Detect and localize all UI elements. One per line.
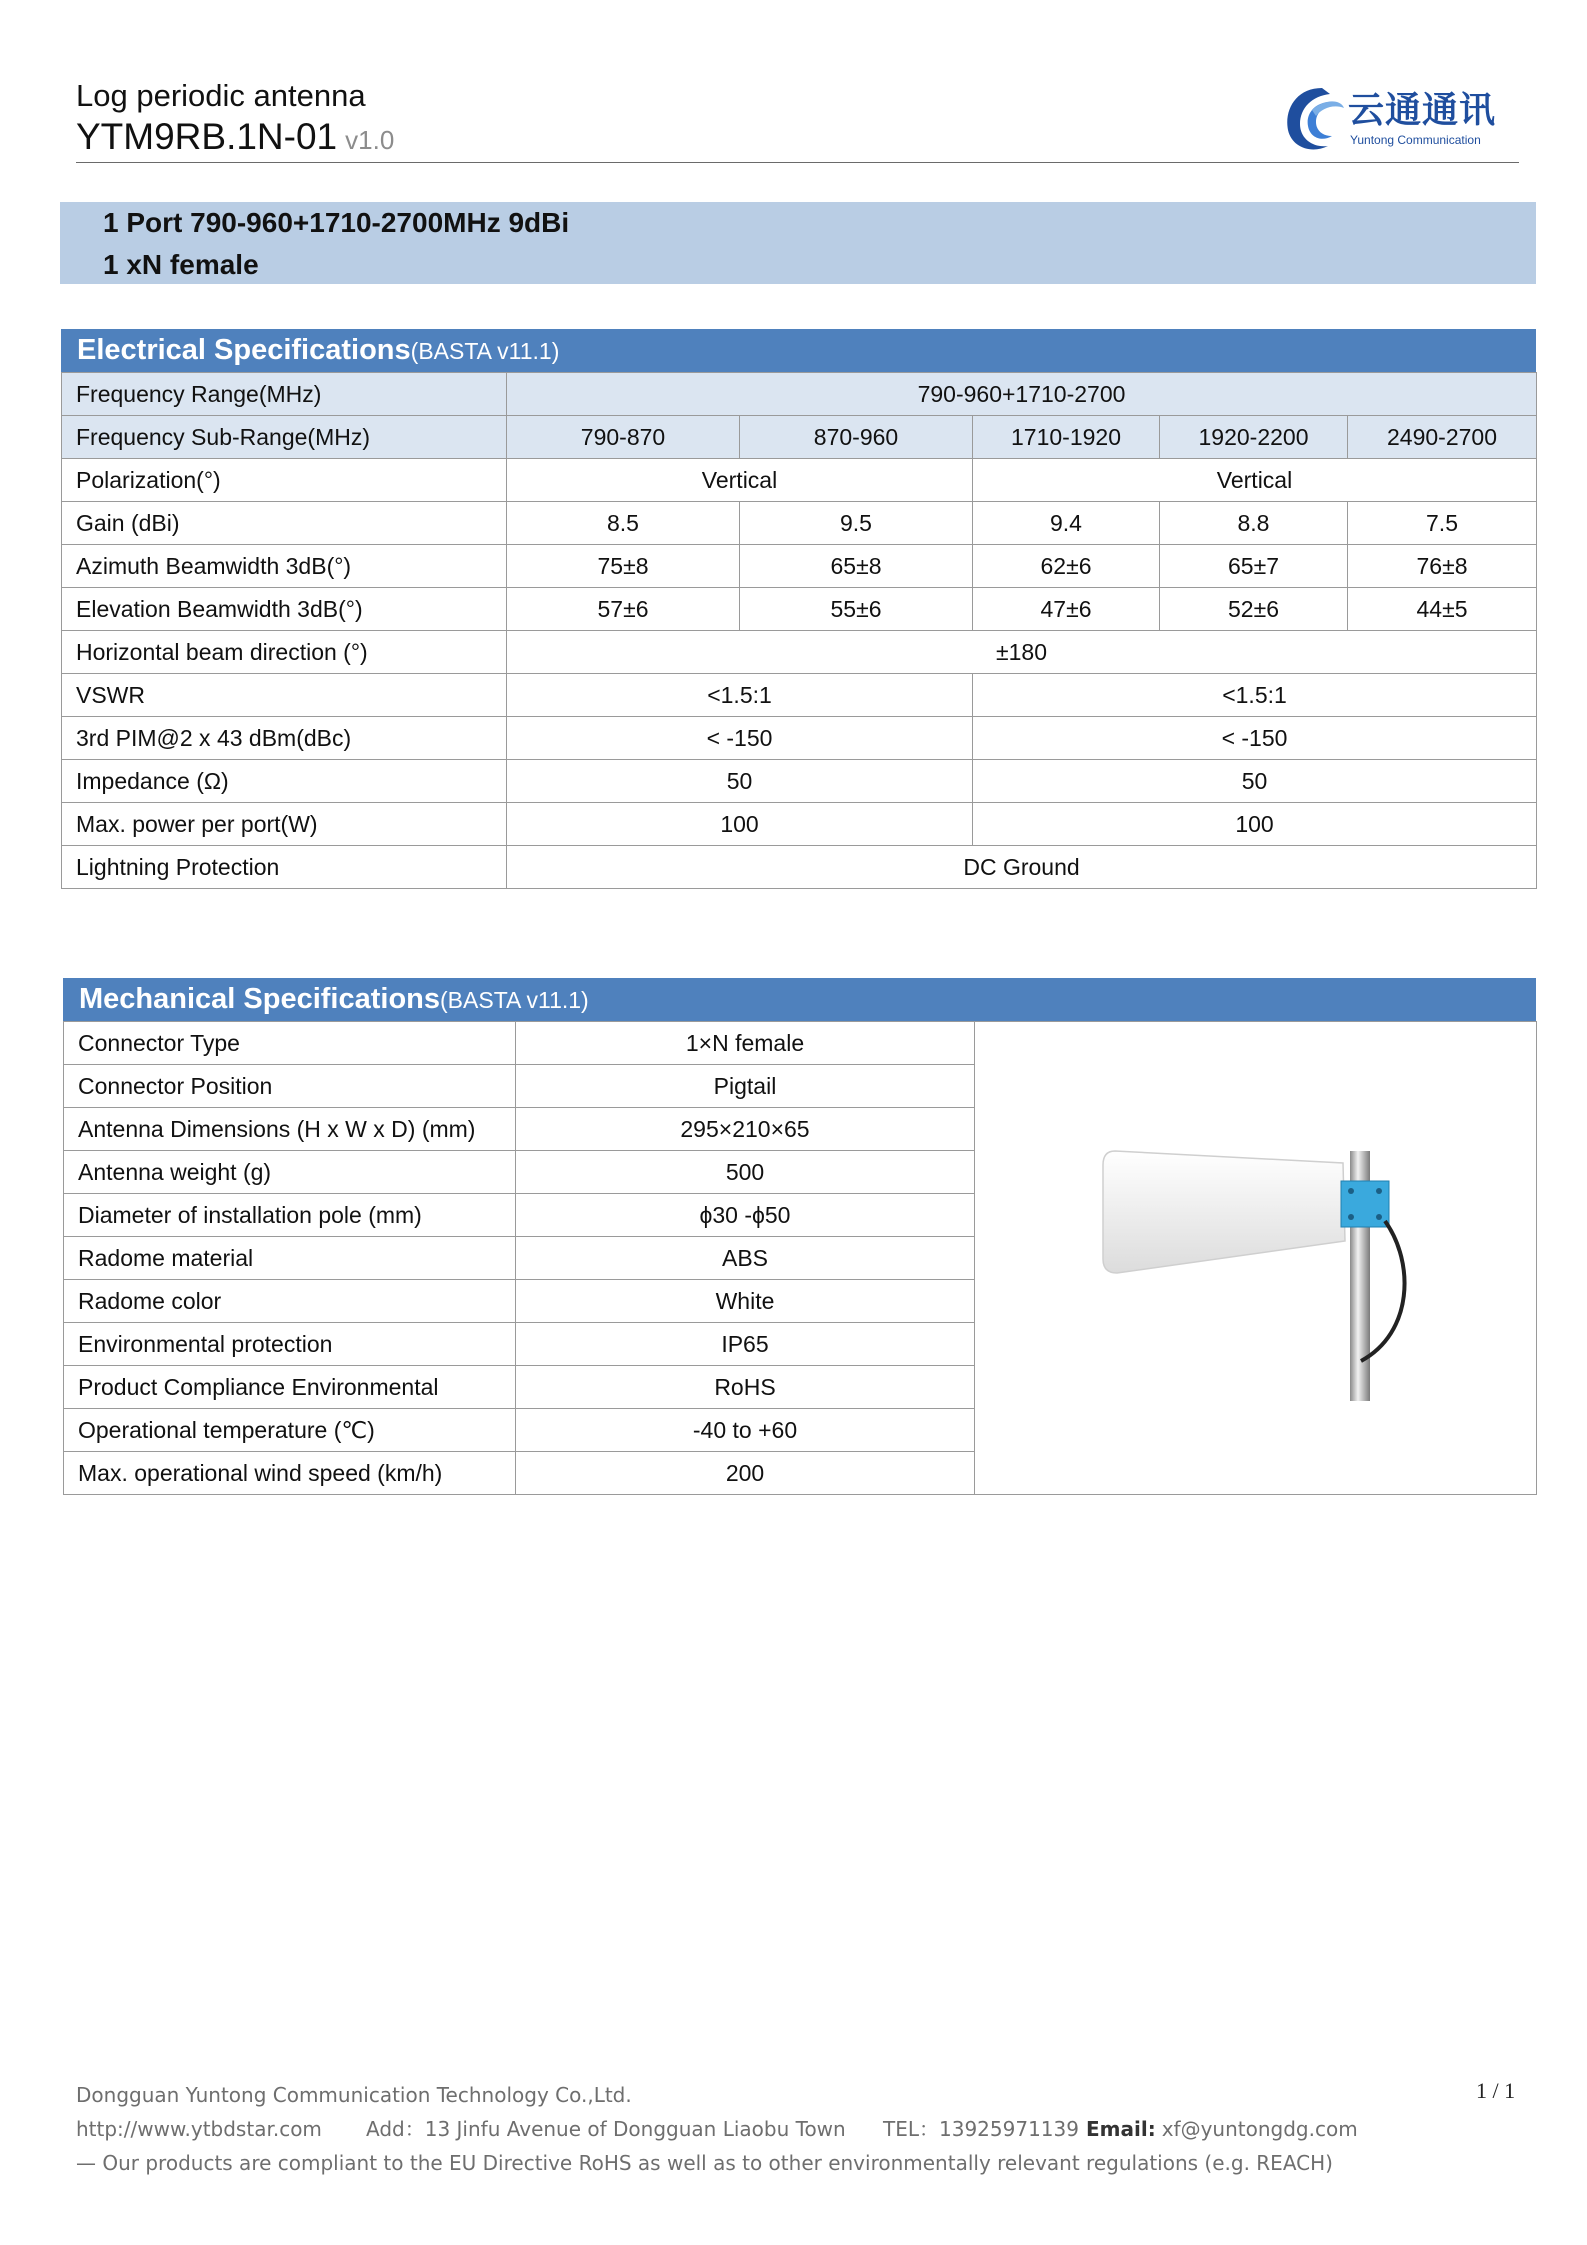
footer-tel: TEL：13925971139: [883, 2117, 1079, 2141]
document-subtitle: Log periodic antenna: [76, 78, 366, 113]
document-title: [76, 116, 394, 158]
spec-label: Radome material: [64, 1237, 516, 1280]
spec-label: Antenna weight (g): [64, 1151, 516, 1194]
spec-label: Antenna Dimensions (H x W x D) (mm): [64, 1108, 516, 1151]
spec-label: Lightning Protection: [62, 846, 507, 889]
company-logo: [1282, 80, 1522, 160]
spec-value: 100: [507, 803, 973, 846]
spec-value: White: [516, 1280, 975, 1323]
spec-value: 65±8: [740, 545, 973, 588]
spec-label: VSWR: [62, 674, 507, 717]
spec-label: Elevation Beamwidth 3dB(°): [62, 588, 507, 631]
table-row: [62, 631, 1537, 674]
table-row: [62, 416, 1537, 459]
spec-value: DC Ground: [507, 846, 1537, 889]
spec-label: 3rd PIM@2 x 43 dBm(dBc): [62, 717, 507, 760]
spec-value: 9.5: [740, 502, 973, 545]
spec-value: 50: [973, 760, 1537, 803]
table-row: [62, 717, 1537, 760]
footer-contact-row: [76, 2112, 1358, 2146]
spec-value: 57±6: [507, 588, 740, 631]
spec-value: ϕ30 -ϕ50: [516, 1194, 975, 1237]
spec-value: 500: [516, 1151, 975, 1194]
logo-chinese-name: 云通通讯: [1348, 90, 1497, 131]
logo-english-name: Yuntong Communication: [1350, 133, 1481, 147]
spec-label: Impedance (Ω): [62, 760, 507, 803]
spec-value: 55±6: [740, 588, 973, 631]
table-row: [62, 588, 1537, 631]
spec-label: Diameter of installation pole (mm): [64, 1194, 516, 1237]
footer-email[interactable]: xf@yuntongdg.com: [1161, 2117, 1358, 2141]
spec-value: 47±6: [973, 588, 1160, 631]
spec-value: Vertical: [973, 459, 1537, 502]
spec-label: Environmental protection: [64, 1323, 516, 1366]
spec-value: 1920-2200: [1160, 416, 1348, 459]
spec-value: 62±6: [973, 545, 1160, 588]
spec-value: 1710-1920: [973, 416, 1160, 459]
spec-value: 76±8: [1348, 545, 1537, 588]
spec-label: Radome color: [64, 1280, 516, 1323]
spec-value: <1.5:1: [973, 674, 1537, 717]
spec-label: Gain (dBi): [62, 502, 507, 545]
version-label: v1.0: [345, 125, 395, 155]
footer-email-label: Email:: [1086, 2117, 1156, 2141]
spec-value: 7.5: [1348, 502, 1537, 545]
table-row: [62, 459, 1537, 502]
spec-value: 8.5: [507, 502, 740, 545]
section-title-note: (BASTA v11.1): [410, 338, 560, 364]
page-footer: [76, 2078, 1358, 2180]
spec-value: 790-870: [507, 416, 740, 459]
electrical-specs-table: [61, 372, 1537, 889]
spec-label: Azimuth Beamwidth 3dB(°): [62, 545, 507, 588]
table-row: [62, 846, 1537, 889]
spec-label: Frequency Range(MHz): [62, 373, 507, 416]
spec-label: Connector Type: [64, 1022, 516, 1065]
header-divider: [76, 162, 1519, 163]
banner-line-1: 1 Port 790-960+1710-2700MHz 9dBi: [103, 207, 570, 238]
table-row: [62, 502, 1537, 545]
spec-value: ±180: [507, 631, 1537, 674]
mechanical-specs-table: [63, 1021, 1537, 1495]
model-number: YTM9RB.1N-01: [76, 116, 338, 157]
table-row: [62, 760, 1537, 803]
spec-value: < -150: [973, 717, 1537, 760]
spec-label: Frequency Sub-Range(MHz): [62, 416, 507, 459]
product-banner: [60, 202, 1536, 284]
table-row: [62, 545, 1537, 588]
table-row: [62, 803, 1537, 846]
spec-label: Product Compliance Environmental: [64, 1366, 516, 1409]
table-row: [64, 1022, 1537, 1065]
spec-label: Connector Position: [64, 1065, 516, 1108]
spec-value: 9.4: [973, 502, 1160, 545]
product-photo-cell: [975, 1022, 1537, 1495]
spec-value: 65±7: [1160, 545, 1348, 588]
spec-value: ABS: [516, 1237, 975, 1280]
section-title: [77, 334, 559, 367]
section-title-note: (BASTA v11.1): [440, 987, 589, 1013]
antenna-product-image: [975, 1023, 1535, 1493]
spec-value: 52±6: [1160, 588, 1348, 631]
spec-label: Polarization(°): [62, 459, 507, 502]
spec-value: 8.8: [1160, 502, 1348, 545]
spec-value: -40 to +60: [516, 1409, 975, 1452]
logo-swirl-icon: [1282, 80, 1348, 156]
footer-company: Dongguan Yuntong Communication Technology Co.,Ltd.: [76, 2083, 632, 2107]
spec-value: RoHS: [516, 1366, 975, 1409]
footer-address: Add：13 Jinfu Avenue of Dongguan Liaobu Town: [366, 2117, 846, 2141]
spec-value: 75±8: [507, 545, 740, 588]
spec-value: Vertical: [507, 459, 973, 502]
footer-compliance: — Our products are compliant to the EU Directive RoHS as well as to other environmentally relevant regulations (e.g. REACH): [76, 2151, 1333, 2175]
spec-value: 790-960+1710-2700: [507, 373, 1537, 416]
spec-value: 44±5: [1348, 588, 1537, 631]
spec-value: IP65: [516, 1323, 975, 1366]
table-row: [62, 674, 1537, 717]
section-title-text: Electrical Specifications: [77, 334, 411, 366]
spec-label: Max. power per port(W): [62, 803, 507, 846]
section-title-text: Mechanical Specifications: [79, 983, 441, 1015]
section-title: [79, 983, 589, 1016]
spec-value: 295×210×65: [516, 1108, 975, 1151]
spec-label: Horizontal beam direction (°): [62, 631, 507, 674]
page-number: 1 / 1: [1476, 2078, 1516, 2103]
spec-value: 870-960: [740, 416, 973, 459]
spec-label: Operational temperature (℃): [64, 1409, 516, 1452]
table-row: [62, 373, 1537, 416]
spec-value: < -150: [507, 717, 973, 760]
electrical-specs-header: [61, 329, 1536, 372]
spec-value: 200: [516, 1452, 975, 1495]
spec-value: 100: [973, 803, 1537, 846]
spec-value: 1×N female: [516, 1022, 975, 1065]
banner-line-2: 1 xN female: [103, 249, 259, 280]
spec-label: Max. operational wind speed (km/h): [64, 1452, 516, 1495]
spec-value: 2490-2700: [1348, 416, 1537, 459]
spec-value: Pigtail: [516, 1065, 975, 1108]
mechanical-specs-header: [63, 978, 1536, 1021]
spec-value: <1.5:1: [507, 674, 973, 717]
spec-value: 50: [507, 760, 973, 803]
footer-website[interactable]: http://www.ytbdstar.com: [76, 2117, 322, 2141]
